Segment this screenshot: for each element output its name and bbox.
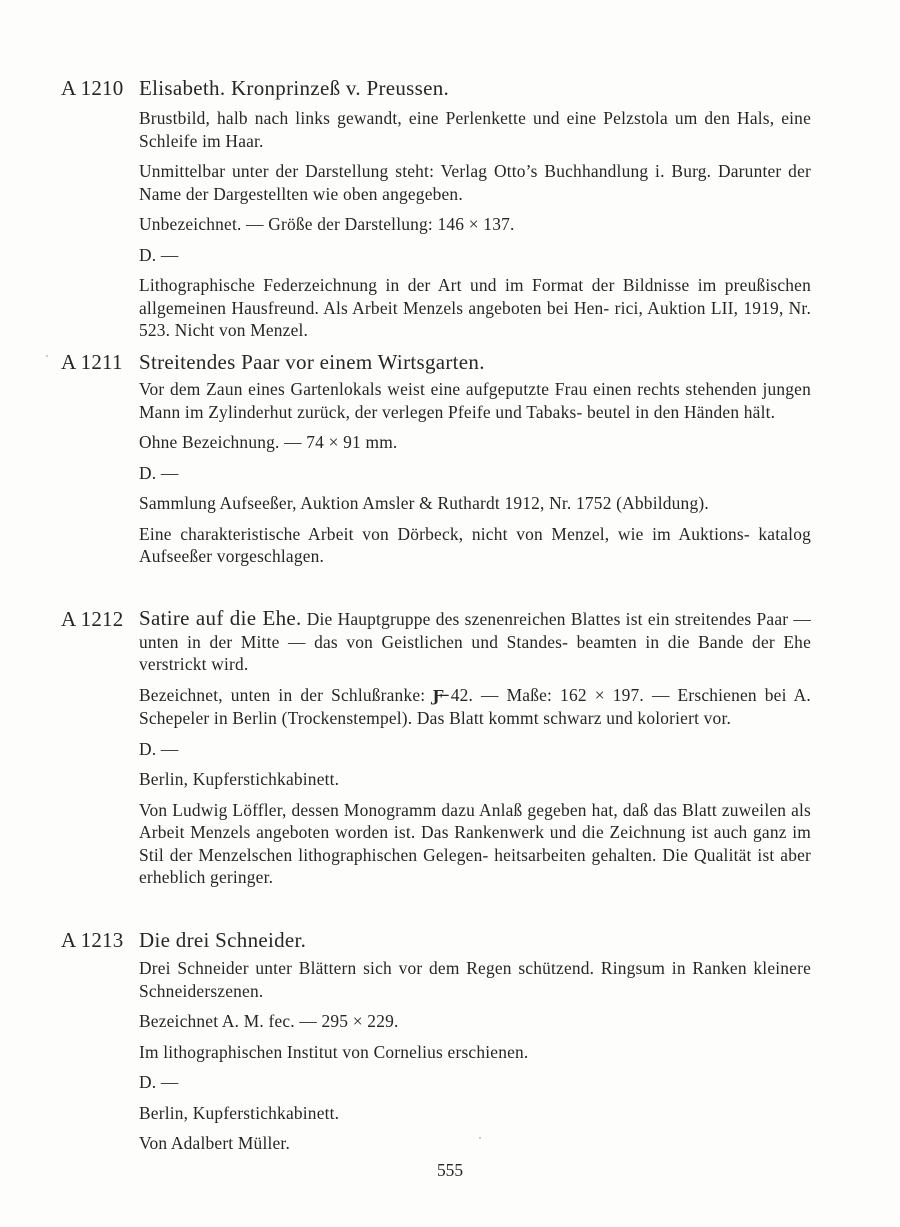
entry-paragraph: Eine charakteristische Arbeit von Dörbeck, nicht von Menzel, wie im Auktions- katalog Aufseeßer vorgeschlagen.: [139, 523, 811, 566]
entry-title: Satire auf die Ehe.: [139, 606, 302, 630]
entry-body: [139, 957, 811, 1163]
signature-label: Bezeichnet, unten in der Schlußranke:: [139, 684, 426, 705]
entry-paragraph: Von Adalbert Müller.: [139, 1133, 291, 1153]
entry-paragraph: Bezeichnet A. M. fec. — 295 × 229.: [139, 1011, 399, 1031]
monogram-icon: Ƒ̶: [432, 685, 444, 705]
entry-body: [139, 107, 811, 350]
entry-paragraph: [139, 684, 811, 730]
entry-paragraph: Berlin, Kupferstichkabinett.: [139, 1102, 340, 1123]
entry-paragraph: D. —: [139, 462, 179, 483]
entry-paragraph: Von Ludwig Löffler, dessen Monogramm dazu Anlaß gegeben hat, daß das Blatt zuweilen als Arbeit Menzels angeboten worden ist. Das Rankenwerk und die Zeichnung ist auch ganz im Stil der Menzelschen lithographischen Gelegen- heitsarbeiten gehalten. Die Qualität ist aber erheblich geringer.: [139, 799, 811, 887]
entry-heading-paragraph: [139, 607, 811, 676]
entry-paragraph: D. —: [139, 1072, 179, 1092]
entry-paragraph: Drei Schneider unter Blättern sich vor dem Regen schützend. Ringsum in Ranken kleinere Schneiderszenen.: [139, 958, 811, 1001]
entry-number: A 1213: [61, 928, 124, 952]
entry-title: Die drei Schneider.: [139, 928, 307, 952]
scan-speck: [479, 1137, 481, 1139]
entry-number: A 1211: [61, 350, 123, 374]
entry-paragraph: Im lithographischen Institut von Cornelius erschienen.: [139, 1041, 529, 1062]
entry-body: [139, 378, 811, 576]
entry-number: A 1212: [61, 607, 124, 631]
entry-paragraph: Brustbild, halb nach links gewandt, eine Perlenkette und eine Pelzstola um den Hals, eine Schleife im Haar.: [139, 108, 811, 151]
signature-details: 42. — Maße: 162 × 197. — Erschienen bei A. Schepeler in Berlin (Trockenstempel). Das Blatt kommt schwarz und koloriert vor.: [139, 684, 811, 728]
entry-paragraph: Lithographische Federzeichnung in der Art und im Format der Bildnisse im preußischen allgemeinen Hausfreund. Als Arbeit Menzels angeboten bei Hen- rici, Auktion LII, 1919, Nr. 523. Nicht von Menzel.: [139, 275, 811, 340]
entry-paragraph: D. —: [139, 738, 179, 759]
entry-number: A 1210: [61, 76, 124, 100]
entry-paragraph: Vor dem Zaun eines Gartenlokals weist eine aufgeputzte Frau einen rechts stehenden jungen Mann im Zylinderhut zurück, der verlegen Pfeife und Tabaks- beutel in den Händen hält.: [139, 379, 811, 422]
scan-speck: [46, 355, 48, 357]
entry-paragraph: Berlin, Kupferstichkabinett.: [139, 769, 340, 789]
entry-paragraph: Sammlung Aufseeßer, Auktion Amsler & Ruthardt 1912, Nr. 1752 (Abbildung).: [139, 493, 709, 513]
entry-body: [139, 607, 811, 897]
page-number: 555: [436, 1160, 464, 1180]
entry-paragraph: Ohne Bezeichnung. — 74 × 91 mm.: [139, 432, 398, 452]
entry-title-continuation: Die Hauptgruppe des szenenreichen Blattes ist ein streitendes Paar — unten in der Mitte — das von Geistlichen und Standes- beamten in die Bande der Ehe verstrickt wird.: [139, 609, 811, 674]
entry-paragraph: Unbezeichnet. — Größe der Darstellung: 146 × 137.: [139, 214, 515, 234]
entry-title: Elisabeth. Kronprinzeß v. Preussen.: [139, 76, 450, 100]
entry-title: Streitendes Paar vor einem Wirtsgarten.: [139, 350, 485, 374]
entry-paragraph: D. —: [139, 244, 179, 265]
entry-paragraph: Unmittelbar unter der Darstellung steht: Verlag Otto’s Buchhandlung i. Burg. Darunter der Name der Dargestellten wie oben angegeben.: [139, 161, 811, 204]
